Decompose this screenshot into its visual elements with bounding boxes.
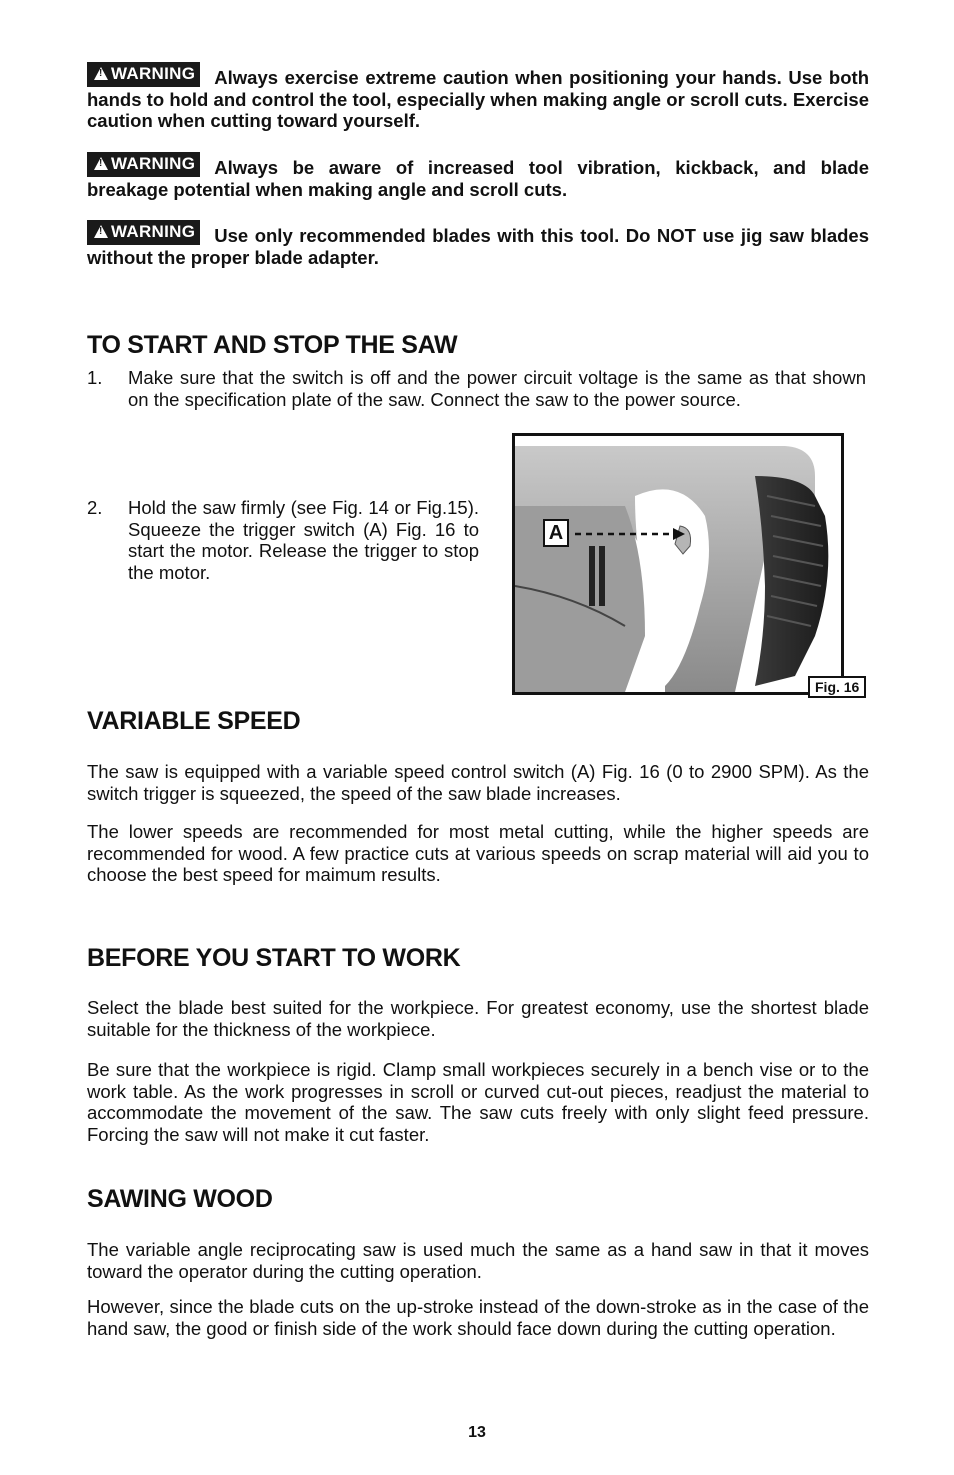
- paragraph: Select the blade best suited for the workpiece. For greatest economy, use the shortest blade suitable for the thickness of the workpiece.: [87, 997, 869, 1040]
- warning-badge: ! WARNING: [87, 220, 200, 245]
- step-number: 1.: [87, 367, 103, 388]
- figure-caption: Fig. 16: [808, 676, 866, 698]
- warning-triangle-icon: !: [94, 67, 108, 80]
- paragraph: Be sure that the workpiece is rigid. Clamp small workpieces securely in a bench vise or to the work table. As the work progresses in scroll or curved cut-out pieces, readjust the material to accommodate the movement of the saw. The saw cuts freely with only slight feed pressure. Forcing the saw will not make it cut faster.: [87, 1059, 869, 1145]
- warning-text: Use only recommended blades with this tool. Do NOT use jig saw blades without the proper blade adapter.: [87, 225, 869, 268]
- section-heading-before-work: BEFORE YOU START TO WORK: [87, 944, 461, 972]
- warning-text: Always exercise extreme caution when positioning your hands. Use both hands to hold and control the tool, especially when making angle or scroll cuts. Exercise caution when cutting toward yourself.: [87, 67, 869, 131]
- section-heading-start-stop: TO START AND STOP THE SAW: [87, 331, 458, 359]
- figure-saw-handle: [512, 433, 844, 695]
- warning-badge: ! WARNING: [87, 62, 200, 87]
- step-text: Make sure that the switch is off and the power circuit voltage is the same as that shown on the specification plate of the saw. Connect the saw to the power source.: [128, 367, 866, 410]
- warning-triangle-icon: !: [94, 157, 108, 170]
- paragraph: The variable angle reciprocating saw is used much the same as a hand saw in that it moves toward the operator during the cutting operation.: [87, 1239, 869, 1282]
- paragraph: However, since the blade cuts on the up-stroke instead of the down-stroke as in the case of the hand saw, the good or finish side of the work should face down during the cutting operation.: [87, 1296, 869, 1339]
- paragraph: The lower speeds are recommended for most metal cutting, while the higher speeds are recommended for wood. A few practice cuts at various speeds on scrap material will aid you to choose the best speed for maimum results.: [87, 821, 869, 885]
- warning-2: [87, 152, 869, 200]
- warning-1: [87, 62, 869, 132]
- section-heading-variable-speed: VARIABLE SPEED: [87, 707, 301, 735]
- warning-badge: ! WARNING: [87, 152, 200, 177]
- step-number: 2.: [87, 497, 103, 518]
- warning-triangle-icon: !: [94, 225, 108, 238]
- paragraph: The saw is equipped with a variable speed control switch (A) Fig. 16 (0 to 2900 SPM). As the switch trigger is squeezed, the speed of the saw blade increases.: [87, 761, 869, 804]
- warning-3: [87, 220, 869, 268]
- step-text: Hold the saw firmly (see Fig. 14 or Fig.15). Squeeze the trigger switch (A) Fig. 16 to start the motor. Release the trigger to stop the motor.: [128, 497, 479, 583]
- callout-label-a: A: [543, 519, 569, 547]
- page-number: 13: [468, 1424, 486, 1441]
- warning-text: Always be aware of increased tool vibration, kickback, and blade breakage potential when making angle and scroll cuts.: [87, 157, 869, 200]
- section-heading-sawing-wood: SAWING WOOD: [87, 1185, 273, 1213]
- saw-handle-illustration: [515, 436, 841, 692]
